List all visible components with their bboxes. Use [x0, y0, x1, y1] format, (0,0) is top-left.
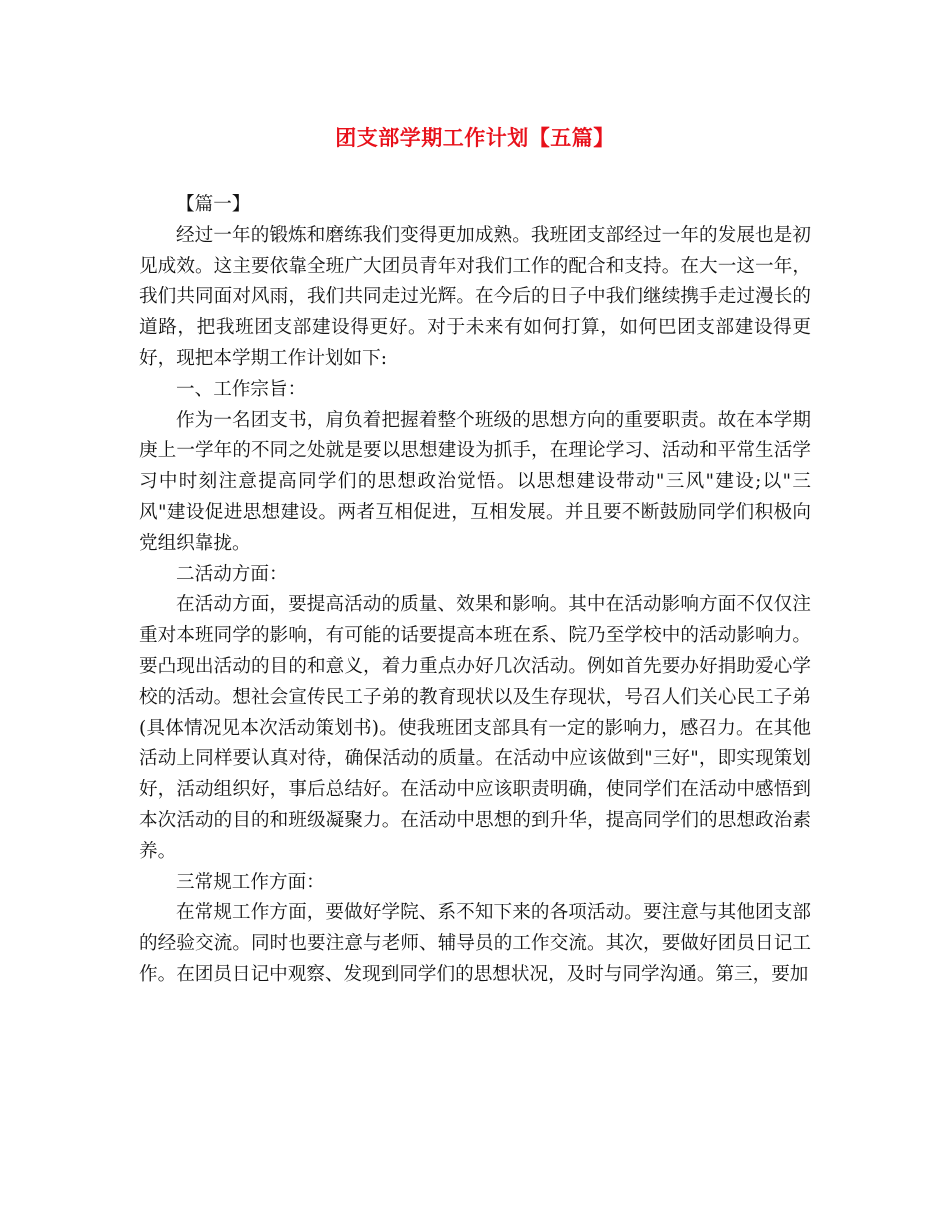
- paragraph: 在常规工作方面，要做好学院、系不知下来的各项活动。要注意与其他团支部的经验交流。同时也要注意与老师、辅导员的工作交流。其次，要做好团员日记工作。在团员日记中观察、发现到同学们的思想状况，及时与同学沟通。第三，要加: [139, 902, 811, 985]
- section-heading: 三常规工作方面：: [176, 871, 325, 893]
- paragraph: 在活动方面，要提高活动的质量、效果和影响。其中在活动影响方面不仅仅注重对本班同学的影响，有可能的话要提高本班在系、院乃至学校中的活动影响力。要凸现出活动的目的和意义，着力重点办好几次活动。例如首先要办好捐助爱心学校的活动。想社会宣传民工子弟的教育现状以及生存现状，号召人们关心民工子弟(具体情况见本次活动策划书)。使我班团支部具有一定的影响力，感召力。在其他活动上同样要认真对待，确保活动的质量。在活动中应该做到"三好"，即实现策划好，活动组织好，事后总结好。在活动中应该职责明确，使同学们在活动中感悟到本次活动的目的和班级凝聚力。在活动中思想的到升华，提高同学们的思想政治素养。: [139, 594, 811, 862]
- document-title: 团支部学期工作计划【五篇】: [335, 125, 615, 150]
- section-heading: 一、工作宗旨：: [176, 378, 307, 400]
- paragraph: 经过一年的锻炼和磨练我们变得更加成熟。我班团支部经过一年的发展也是初见成效。这主要依靠全班广大团员青年对我们工作的配合和支持。在大一这一年，我们共同面对风雨，我们共同走过光辉。在今后的日子中我们继续携手走过漫长的道路，把我班团支部建设得更好。对于未来有如何打算，如何巴团支部建设得更好，现把本学期工作计划如下:: [139, 224, 811, 369]
- section-heading: 二活动方面：: [176, 563, 288, 585]
- document-body: [139, 190, 811, 991]
- section-heading: 【篇一】: [176, 194, 251, 215]
- paragraph: 作为一名团支书，肩负着把握着整个班级的思想方向的重要职责。故在本学期庚上一学年的不同之处就是要以思想建设为抓手，在理论学习、活动和平常生活学习中时刻注意提高同学们的思想政治觉悟。以思想建设带动"三风"建设;以"三风"建设促进思想建设。两者互相促进，互相发展。并且要不断鼓励同学们积极向党组织靠拢。: [139, 409, 811, 554]
